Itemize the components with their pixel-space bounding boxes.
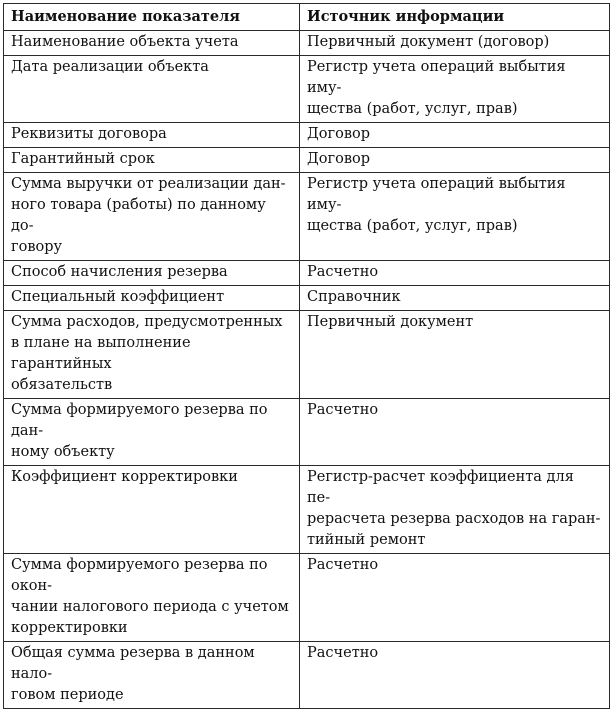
- table-row: [4, 642, 610, 709]
- source-cell: Расчетно: [300, 261, 610, 286]
- indicator-cell: Гарантийный срок: [4, 148, 300, 173]
- table-row: [4, 261, 610, 286]
- source-cell: Расчетно: [300, 554, 610, 642]
- indicator-cell: Дата реализации объекта: [4, 56, 300, 123]
- source-cell: Договор: [300, 123, 610, 148]
- source-cell: Первичный документ: [300, 311, 610, 399]
- table-row: [4, 123, 610, 148]
- indicator-cell: Общая сумма резерва в данном нало- говом периоде: [4, 642, 300, 709]
- table-row: [4, 286, 610, 311]
- header-indicator-name: Наименование показателя: [4, 4, 300, 31]
- indicator-cell: Наименование объекта учета: [4, 31, 300, 56]
- source-cell: Справочник: [300, 286, 610, 311]
- indicator-cell: Сумма формируемого резерва по окон- чании налогового периода с учетом корректировки: [4, 554, 300, 642]
- source-cell: Регистр-расчет коэффициента для пе- рерасчета резерва расходов на гаран- тийный ремонт: [300, 466, 610, 554]
- source-cell: Расчетно: [300, 399, 610, 466]
- indicator-cell: Сумма формируемого резерва по дан- ному объекту: [4, 399, 300, 466]
- source-cell: Расчетно: [300, 642, 610, 709]
- table-row: [4, 173, 610, 261]
- table-row: [4, 56, 610, 123]
- source-cell: Договор: [300, 148, 610, 173]
- indicator-cell: Сумма расходов, предусмотренных в плане на выполнение гарантийных обязательств: [4, 311, 300, 399]
- table-row: [4, 399, 610, 466]
- source-cell: Первичный документ (договор): [300, 31, 610, 56]
- indicator-cell: Коэффициент корректировки: [4, 466, 300, 554]
- table-row: [4, 148, 610, 173]
- source-cell: Регистр учета операций выбытия иму- щества (работ, услуг, прав): [300, 173, 610, 261]
- table-header-row: [4, 4, 610, 31]
- indicator-cell: Реквизиты договора: [4, 123, 300, 148]
- table-row: [4, 554, 610, 642]
- header-information-source: Источник информации: [300, 4, 610, 31]
- indicator-cell: Специальный коэффициент: [4, 286, 300, 311]
- table-row: [4, 31, 610, 56]
- indicator-cell: Сумма выручки от реализации дан- ного товара (работы) по данному до- говору: [4, 173, 300, 261]
- table-row: [4, 311, 610, 399]
- indicator-cell: Способ начисления резерва: [4, 261, 300, 286]
- source-cell: Регистр учета операций выбытия иму- щества (работ, услуг, прав): [300, 56, 610, 123]
- table-row: [4, 466, 610, 554]
- indicators-table: [3, 3, 610, 709]
